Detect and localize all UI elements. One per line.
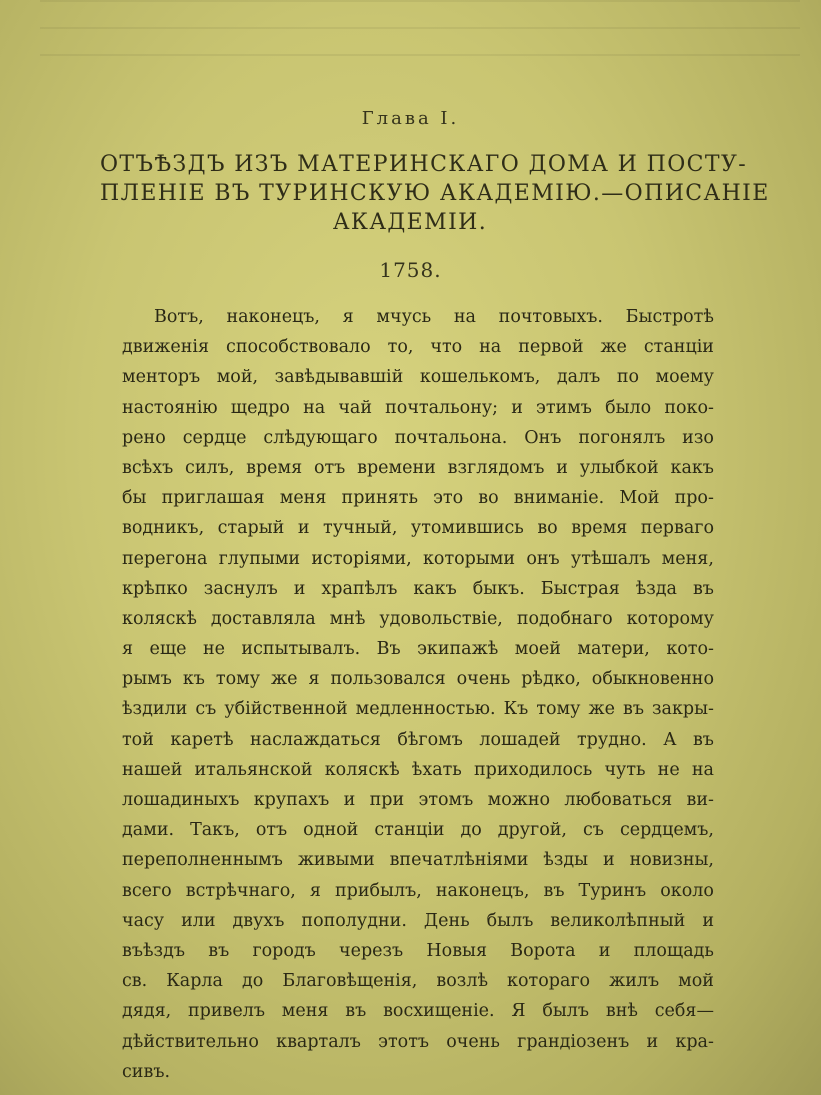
word: меня [281, 1001, 329, 1022]
word: привелъ [188, 1001, 265, 1022]
word: дѣйствительно [122, 1031, 259, 1052]
text-line [122, 302, 714, 332]
word: этомъ [418, 790, 474, 810]
word: какъ [670, 457, 714, 478]
word: этимъ [536, 397, 592, 418]
word: ви- [686, 790, 714, 810]
text-line [122, 393, 714, 423]
word: можно [487, 790, 551, 810]
word: принять [341, 488, 418, 509]
word: рено [122, 427, 166, 448]
word: не [657, 759, 680, 780]
text-line [122, 513, 714, 543]
word: котораго [507, 971, 591, 992]
word: времени [357, 457, 436, 478]
word: исторіями, [311, 548, 412, 569]
word: быкъ. [472, 578, 525, 599]
text-line [122, 453, 714, 483]
word: черезъ [339, 940, 404, 961]
word: на [691, 759, 714, 780]
word: удовольствіе, [379, 608, 503, 629]
word: перваго [640, 518, 714, 539]
word: сердцемъ, [619, 820, 714, 841]
word: часу [122, 910, 165, 931]
text-line [122, 876, 714, 906]
word: чай [338, 397, 372, 418]
body-paragraph [122, 302, 714, 1087]
word: экипажѣ [417, 639, 499, 660]
word: рымъ [122, 669, 172, 690]
word: съ [583, 820, 604, 841]
word: далъ [556, 367, 601, 388]
text-line [122, 1057, 714, 1087]
word: рѣдко, [521, 669, 581, 690]
word: станціи [374, 820, 445, 841]
word: тому [536, 699, 581, 720]
text-line [122, 785, 714, 815]
word: тучный, [323, 518, 398, 539]
word: А [663, 729, 677, 750]
word: съ [195, 699, 217, 720]
word: великолѣпный [550, 910, 686, 931]
word: переполненнымъ [122, 850, 283, 871]
word: живыми [297, 850, 375, 871]
word: погонялъ [578, 427, 666, 448]
word: трудно. [577, 729, 647, 750]
word: же [271, 669, 298, 690]
word: медленностью. [355, 699, 496, 720]
word: пользовался [330, 669, 446, 690]
word: городъ [252, 940, 316, 961]
text-line [122, 544, 714, 574]
word: лошадиныхъ [122, 790, 240, 810]
word: я [122, 639, 134, 660]
word: моему [655, 367, 714, 388]
word: мой, [216, 367, 259, 388]
word: было [605, 397, 652, 418]
word: къ [182, 669, 205, 690]
word: чуть [604, 759, 646, 780]
text-line [122, 483, 714, 513]
word: ѣхать [411, 759, 462, 780]
word: кварталъ [276, 1031, 361, 1052]
word: прибылъ, [334, 880, 422, 901]
word: одной [303, 820, 359, 841]
year-heading: 1758. [379, 258, 442, 282]
word: вниманіе. [513, 488, 605, 509]
word: глупыми [218, 548, 301, 569]
word: подобнаго [516, 608, 613, 629]
word: приглашая [161, 488, 265, 509]
word: День [423, 910, 470, 931]
word: бы [122, 488, 147, 509]
chapter-heading: Глава I. [361, 108, 460, 129]
word: моей [514, 639, 561, 660]
word: въѣздъ [122, 940, 185, 961]
word: во [537, 518, 558, 539]
word: въ [692, 578, 714, 599]
word: коляскѣ [122, 608, 197, 629]
word: щедро [230, 397, 290, 418]
word: я [342, 307, 354, 327]
word: кошелькомъ, [419, 367, 541, 388]
word: внѣ [605, 1001, 638, 1022]
word: поко- [664, 397, 714, 418]
word: при [369, 790, 405, 810]
word: время [571, 518, 628, 539]
word: Карла [166, 971, 223, 992]
word: ѣзда [635, 578, 677, 599]
word: наслаждаться [250, 729, 381, 750]
text-line [122, 423, 714, 453]
word: нашей [122, 759, 183, 780]
word: отъ [255, 820, 288, 841]
word: приходилось [473, 759, 593, 780]
word: себя— [654, 1001, 714, 1022]
word: станціи [643, 337, 714, 358]
show-through-text [40, 0, 800, 70]
word: пополудни. [301, 910, 407, 931]
word: же [588, 699, 615, 720]
word: около [660, 880, 714, 901]
text-line [122, 755, 714, 785]
word: доставляла [210, 608, 316, 629]
word: на [303, 397, 326, 418]
word: еще [149, 639, 187, 660]
word: онъ [526, 548, 560, 569]
word: тому [215, 669, 261, 690]
word: другой, [497, 820, 567, 841]
word: движенія [122, 337, 210, 358]
word: въ [543, 880, 565, 901]
word: отъ [313, 457, 346, 478]
text-line [122, 815, 714, 845]
word: всего [122, 880, 172, 901]
word: которому [626, 608, 714, 629]
word: почтовыхъ. [498, 307, 603, 327]
word: что [430, 337, 463, 358]
text-line [122, 906, 714, 936]
word: Новыя [426, 940, 488, 961]
word: св. [122, 971, 148, 992]
word: мнѣ [329, 608, 366, 629]
word: же [600, 337, 627, 358]
word: первой [518, 337, 584, 358]
word: завѣдывавшій [274, 367, 404, 388]
word: сивъ. [122, 1061, 171, 1082]
word: Благовѣщенія, [282, 971, 418, 992]
word: восхищеніе. [383, 1001, 495, 1022]
word: перегона [122, 548, 208, 569]
word: или [181, 910, 216, 931]
word: менторъ [122, 367, 201, 388]
word: Къ [503, 699, 529, 720]
word: Туринъ [578, 880, 647, 901]
word: почтальона. [394, 427, 508, 448]
word: время [246, 457, 303, 478]
word: до [242, 971, 264, 992]
word: слѣдующаго [263, 427, 378, 448]
word: новизны, [629, 850, 714, 871]
word: встрѣчнаго, [185, 880, 296, 901]
word: въ [692, 729, 714, 750]
word: мой [678, 971, 714, 992]
chapter-title [100, 150, 770, 237]
word: которыми [422, 548, 516, 569]
word: Быстрая [540, 578, 620, 599]
word: утѣшалъ [570, 548, 651, 569]
word: Ворота [510, 940, 576, 961]
word: итальянской [194, 759, 313, 780]
title-line: АКАДЕМІИ. [332, 210, 488, 235]
word: ѣздили [122, 699, 188, 720]
text-line [122, 664, 714, 694]
word: Въ [376, 639, 401, 660]
word: испытывалъ. [241, 639, 361, 660]
word: и [556, 457, 568, 478]
word: и [646, 1031, 659, 1052]
word: и [598, 940, 611, 961]
word: дядя, [122, 1001, 172, 1022]
title-line: ОТЪѢЗДЪ ИЗЪ МАТЕРИНСКАГО ДОМА И ПОСТУ- [100, 152, 748, 177]
word: и [343, 790, 356, 810]
word: возлѣ [436, 971, 489, 992]
word: жилъ [609, 971, 660, 992]
text-line [122, 332, 714, 362]
word: крупахъ [253, 790, 330, 810]
text-line [122, 966, 714, 996]
word: этотъ [378, 1031, 430, 1052]
word: двухъ [232, 910, 285, 931]
word: площадь [633, 940, 714, 961]
word: какъ [413, 578, 457, 599]
word: убійственной [224, 699, 348, 720]
word: на [453, 307, 476, 327]
word: то, [387, 337, 414, 358]
word: мчусь [376, 307, 432, 327]
word: матери, [577, 639, 650, 660]
word: былъ [486, 910, 534, 931]
word: по [616, 367, 640, 388]
word: меня, [661, 548, 714, 569]
text-line [122, 634, 714, 664]
word: грандіозенъ [517, 1031, 630, 1052]
word: и [702, 910, 714, 931]
word: дами. [122, 820, 175, 841]
word: улыбкой [579, 457, 659, 478]
word: почтальону; [385, 397, 499, 418]
text-line [122, 604, 714, 634]
text-line [122, 996, 714, 1026]
word: не [202, 639, 225, 660]
word: наконецъ, [226, 307, 320, 327]
word: способствовало [226, 337, 371, 358]
word: лошадей [479, 729, 561, 750]
word: очень [446, 1031, 500, 1052]
word: закры- [652, 699, 714, 720]
word: кото- [666, 639, 714, 660]
word: Мой [619, 488, 660, 509]
word: Онъ [524, 427, 562, 448]
word: крѣпко [122, 578, 188, 599]
word: Быстротѣ [625, 307, 714, 327]
word: на [479, 337, 502, 358]
word: былъ [542, 1001, 590, 1022]
word: я [309, 880, 321, 901]
word: меня [279, 488, 327, 509]
word: про- [674, 488, 714, 509]
word: бѣгомъ [397, 729, 463, 750]
word: заснулъ [203, 578, 278, 599]
word: утомившись [410, 518, 524, 539]
word: всѣхъ [122, 457, 174, 478]
word: изо [682, 427, 714, 448]
word: силъ, [185, 457, 235, 478]
word: ѣзды [543, 850, 589, 871]
text-line [122, 362, 714, 392]
word: взглядомъ [447, 457, 545, 478]
word: во [478, 488, 499, 509]
word: любоваться [564, 790, 673, 810]
word: до [460, 820, 482, 841]
word: старый [217, 518, 285, 539]
word: я [308, 669, 320, 690]
word: Я [511, 1001, 526, 1022]
text-line [122, 574, 714, 604]
word: храпѣлъ [321, 578, 398, 599]
word: настоянію [122, 397, 218, 418]
text-line [122, 725, 714, 755]
word: въ [345, 1001, 367, 1022]
word: коляскѣ [324, 759, 400, 780]
word: наконецъ, [435, 880, 530, 901]
word: Вотъ, [154, 307, 204, 327]
text-line [122, 936, 714, 966]
word: и [293, 578, 306, 599]
word: каретѣ [170, 729, 234, 750]
text-line [122, 1027, 714, 1057]
word: и [603, 850, 615, 871]
word: въ [622, 699, 644, 720]
title-line: ПЛЕНІЕ ВЪ ТУРИНСКУЮ АКАДЕМІЮ.—ОПИСАНІЕ [100, 181, 770, 206]
word: и [297, 518, 310, 539]
text-line [122, 694, 714, 724]
word: кра- [675, 1031, 714, 1052]
word: впечатлѣніями [389, 850, 529, 871]
word: и [511, 397, 523, 418]
word: Такъ, [190, 820, 240, 841]
word: той [122, 729, 154, 750]
text-line [122, 845, 714, 875]
word: водникъ, [122, 518, 205, 539]
word: очень [456, 669, 511, 690]
word: въ [208, 940, 230, 961]
word: это [433, 488, 464, 509]
word: сердце [182, 427, 247, 448]
word: обыкновенно [591, 669, 714, 690]
